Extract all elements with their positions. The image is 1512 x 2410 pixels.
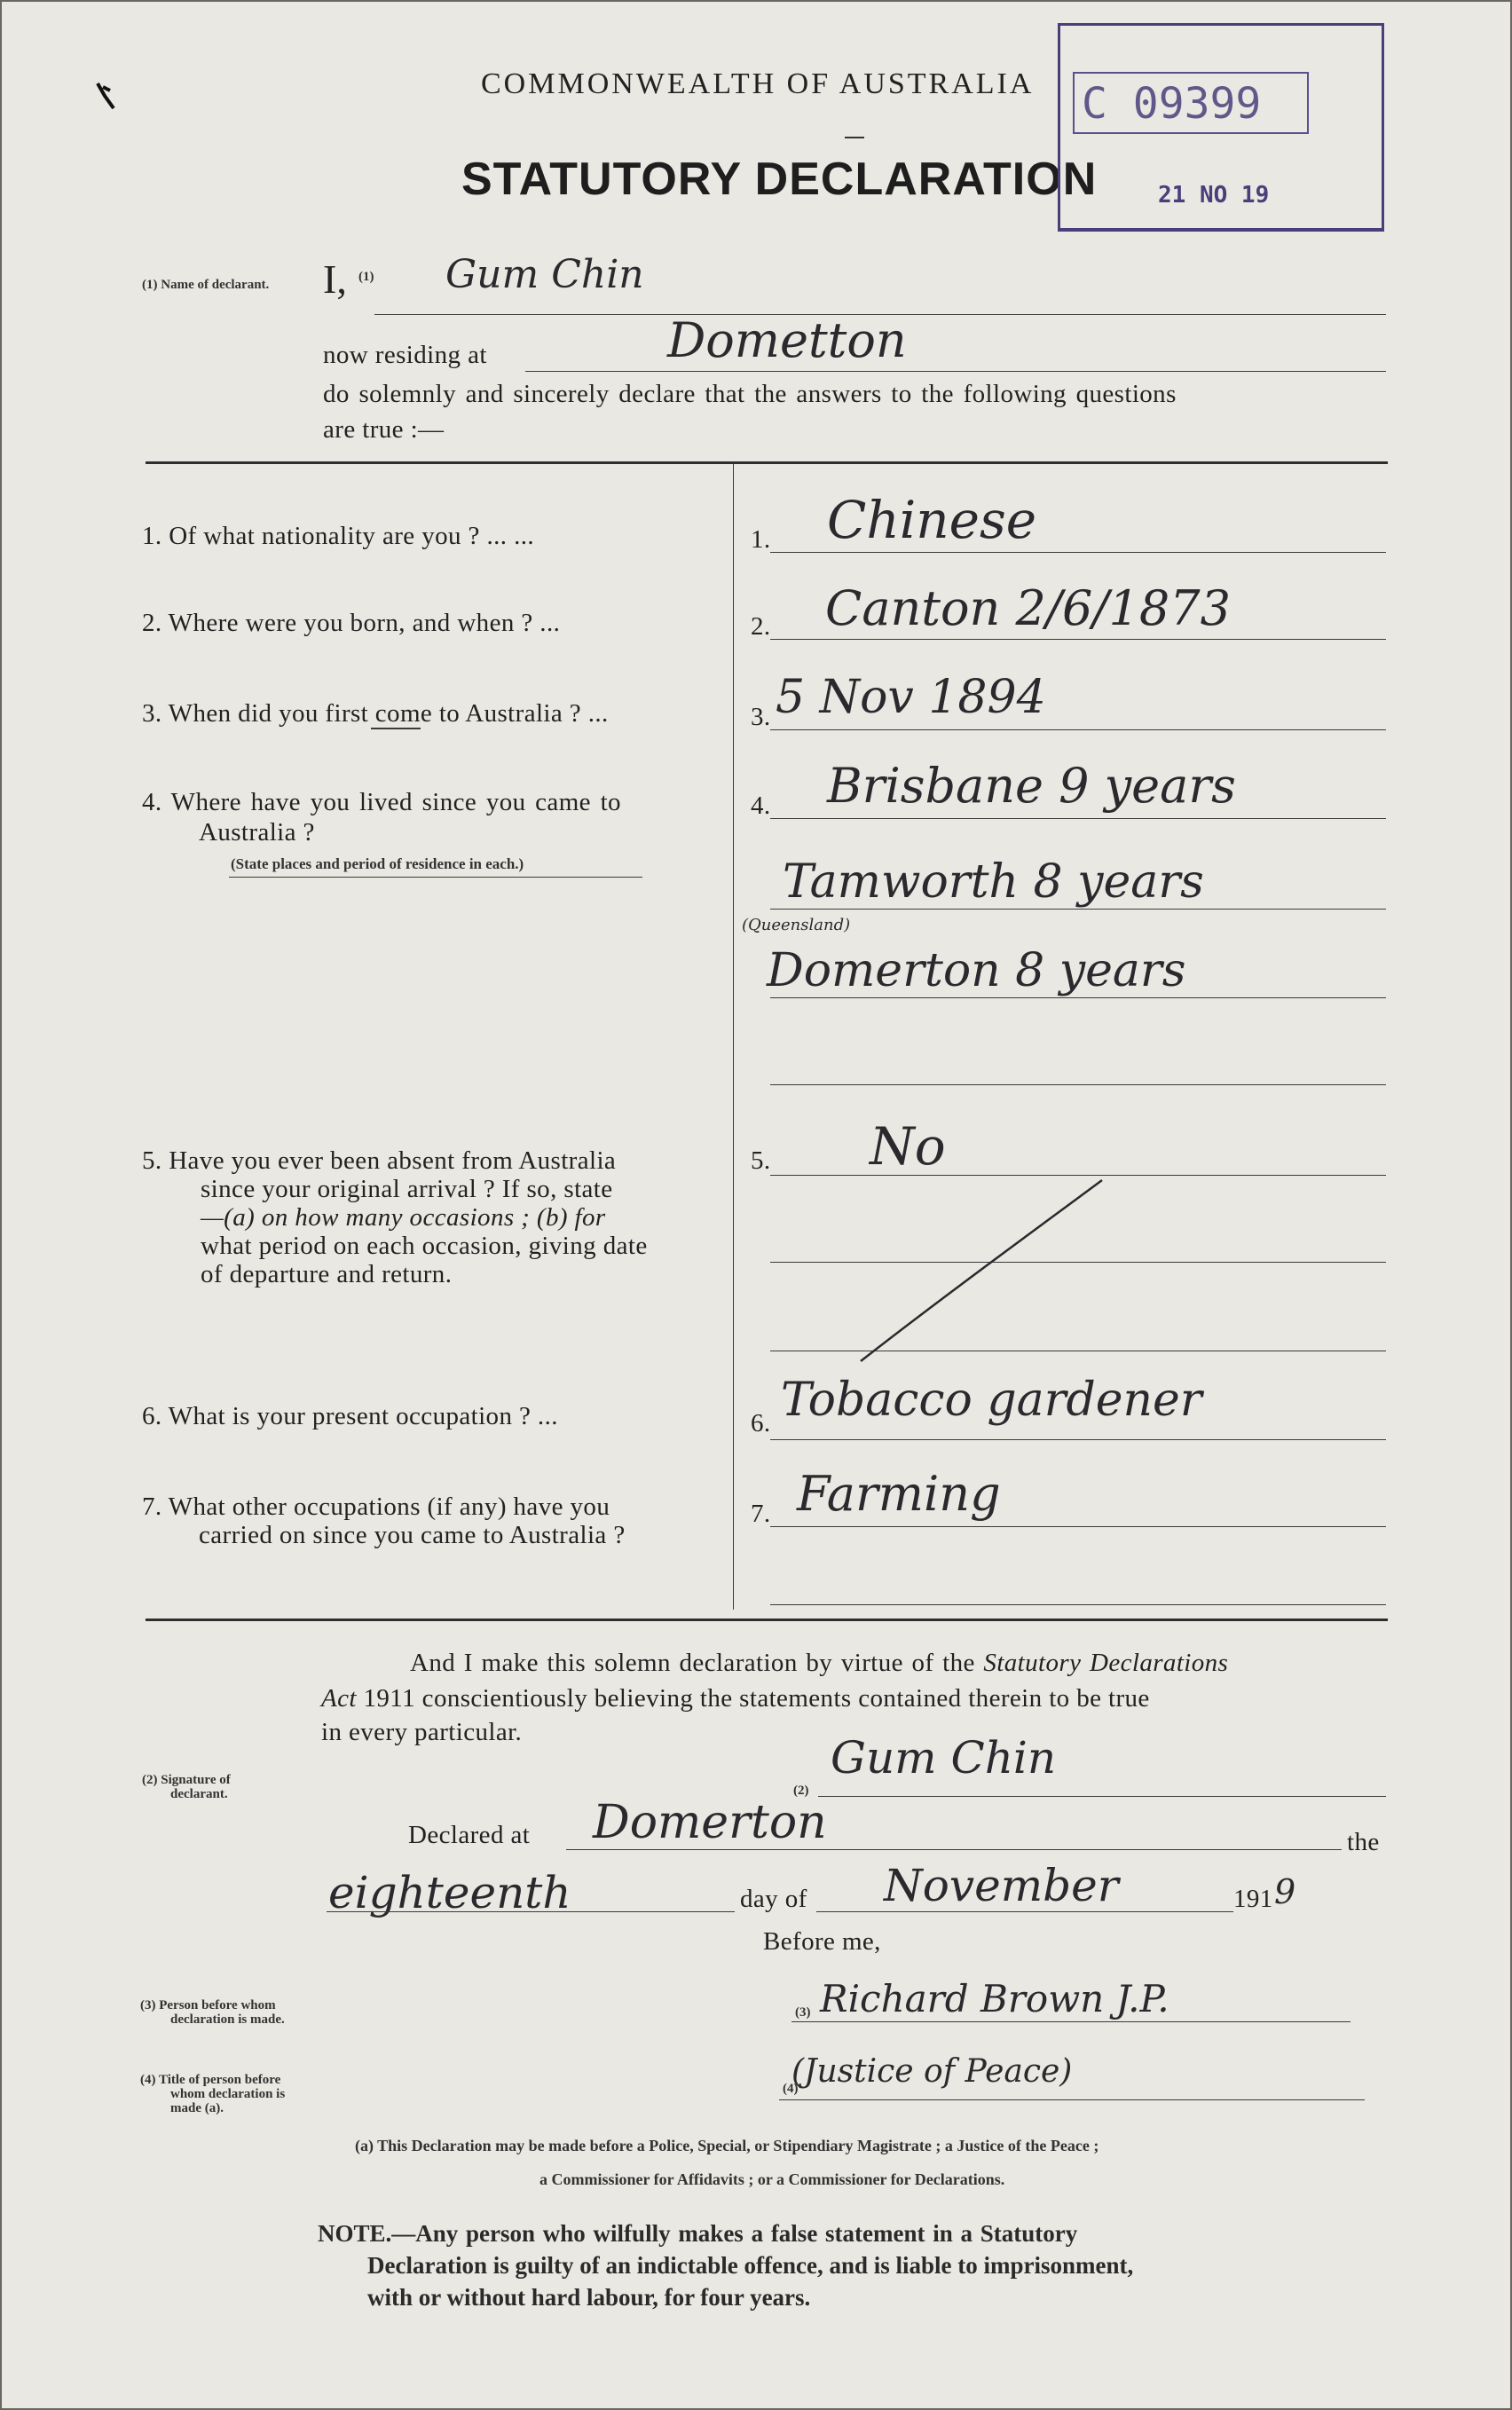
the-label: the — [1347, 1828, 1380, 1856]
answer-5-num: 5. — [751, 1146, 771, 1175]
received-stamp — [1058, 23, 1384, 232]
note-line-1: NOTE.—Any person who wilfully makes a false statement in a Statutory — [318, 2220, 1078, 2247]
answer-1-num: 1. — [751, 525, 771, 554]
answer-4-line-2: Tamworth 8 years — [783, 855, 1204, 909]
question-1: 1. Of what nationality are you ? ... ... — [142, 522, 535, 550]
title-dash — [845, 137, 864, 138]
answer-2-line — [770, 639, 1386, 640]
before-me: Before me, — [763, 1927, 881, 1956]
answer-2: Canton 2/6/1873 — [825, 580, 1231, 636]
answer-6-num: 6. — [751, 1409, 771, 1437]
act-name: Statutory Declarations — [983, 1649, 1229, 1677]
witness-line — [791, 2021, 1351, 2022]
question-4-note-underline — [229, 877, 642, 878]
margin-note-title-1: (4) Title of person before — [140, 2073, 281, 2087]
answer-6: Tobacco gardener — [781, 1374, 1202, 1427]
month-line — [816, 1911, 1233, 1912]
declared-place-line — [566, 1849, 1342, 1850]
declarant-prefix: I, — [323, 256, 347, 302]
question-5-line-4: what period on each occasion, giving date — [201, 1232, 648, 1260]
answer-4-line-rule-2 — [770, 909, 1386, 910]
declaration-line-2 — [321, 1684, 1150, 1713]
witness-title: (Justice of Peace) — [791, 2053, 1073, 2090]
title-marker: (4) — [783, 2082, 799, 2096]
commonwealth-heading: COMMONWEALTH OF AUSTRALIA — [481, 67, 1035, 100]
question-6: 6. What is your present occupation ? ... — [142, 1402, 558, 1430]
question-4-line-2: Australia ? — [199, 818, 315, 847]
residing-label: now residing at — [323, 341, 487, 369]
declared-place: Domerton — [593, 1796, 827, 1849]
declarant-name: Gum Chin — [445, 252, 644, 297]
declaration-line-3: in every particular. — [321, 1718, 523, 1746]
stamp-date: 21 NO 19 — [1158, 182, 1270, 209]
ink-mark — [91, 78, 121, 114]
answer-3-line — [770, 729, 1386, 730]
answer-5-strike-stroke — [861, 1180, 1102, 1361]
table-top-rule — [146, 461, 1388, 464]
stamp-number: C 09399 — [1082, 79, 1262, 129]
answer-4-note: (Queensland) — [742, 916, 851, 934]
answer-4-line-1: Brisbane 9 years — [827, 758, 1236, 814]
answer-2-num: 2. — [751, 612, 771, 641]
declared-at-label: Declared at — [408, 1821, 531, 1849]
footnote-line-1: (a) This Declaration may be made before a Police, Special, or Stipendiary Magistrate ; a Justice of the Peace ; — [355, 2137, 1099, 2154]
answer-7-num: 7. — [751, 1500, 771, 1528]
signature-marker: (2) — [793, 1784, 809, 1798]
page-title: STATUTORY DECLARATION — [461, 154, 1098, 205]
margin-note-signature-1: (2) Signature of — [142, 1773, 231, 1787]
question-5-line-1: 5. Have you ever been absent from Australia — [142, 1146, 617, 1175]
answer-6-line — [770, 1439, 1386, 1440]
answer-3: 5 Nov 1894 — [776, 671, 1046, 724]
answer-7-line-2 — [770, 1604, 1386, 1605]
year-prefix: 191 — [1233, 1885, 1273, 1913]
margin-note-name: (1) Name of declarant. — [142, 278, 270, 292]
footnote-line-2: a Commissioner for Affidavits ; or a Commissioner for Declarations. — [539, 2170, 1005, 2188]
question-5-line-3: —(a) on how many occasions ; (b) for — [201, 1203, 606, 1232]
answer-1: Chinese — [827, 490, 1037, 550]
declare-text-1: do solemnly and sincerely declare that the answers to the following questions — [323, 380, 1177, 408]
question-5-line-5: of departure and return. — [201, 1260, 453, 1288]
answer-4-line-rule-4 — [770, 1084, 1386, 1085]
witness-signature: Richard Brown J.P. — [820, 1977, 1169, 2020]
question-7-line-2: carried on since you came to Australia ? — [199, 1521, 626, 1549]
day-of-label: day of — [740, 1885, 807, 1913]
answer-5: No — [870, 1116, 946, 1177]
table-divider — [733, 463, 734, 1610]
note-line-2: Declaration is guilty of an indictable offence, and is liable to imprisonment, — [367, 2252, 1134, 2279]
ink-mark-stroke — [98, 83, 114, 108]
question-4-note: (State places and period of residence in each.) — [231, 855, 524, 872]
answer-4-line-rule-3 — [770, 997, 1386, 998]
margin-note-person-1: (3) Person before whom — [140, 1998, 276, 2012]
margin-note-signature-2: declarant. — [170, 1787, 228, 1801]
answer-1-line — [770, 552, 1386, 553]
year-suffix: 9 — [1274, 1872, 1296, 1911]
answer-5-strike — [818, 1164, 1111, 1368]
answer-3-num: 3. — [751, 703, 771, 731]
declared-month: November — [884, 1860, 1119, 1911]
question-5-line-2: since your original arrival ? If so, state — [201, 1175, 613, 1203]
declaration-line-2b: 1911 conscientiously believing the statements contained therein to be true — [363, 1684, 1150, 1713]
residence: Dometton — [667, 312, 907, 368]
signature-line — [818, 1796, 1386, 1797]
witness-title-line — [779, 2099, 1365, 2100]
question-3: 3. When did you first come to Australia ? ... — [142, 699, 609, 728]
declaration-line-1 — [410, 1649, 1228, 1678]
margin-note-title-2: whom declaration is — [170, 2087, 286, 2101]
answer-4-line-rule-1 — [770, 818, 1386, 819]
margin-note-title-3: made (a). — [170, 2101, 224, 2115]
question-4-line-1: 4. Where have you lived since you came to — [142, 788, 621, 816]
table-bottom-rule — [146, 1618, 1388, 1621]
declarant-signature: Gum Chin — [831, 1732, 1057, 1784]
declaration-line-1a: And I make this solemn declaration by virtue of the — [410, 1649, 975, 1677]
witness-marker: (3) — [795, 2005, 811, 2020]
margin-note-person-2: declaration is made. — [170, 2012, 285, 2027]
name-marker: (1) — [358, 270, 374, 284]
declared-day: eighteenth — [328, 1867, 571, 1918]
question-2: 2. Where were you born, and when ? ... — [142, 609, 561, 637]
answer-7-line-1 — [770, 1526, 1386, 1527]
residence-line — [525, 371, 1386, 372]
question-7-line-1: 7. What other occupations (if any) have you — [142, 1492, 610, 1521]
note-line-3: with or without hard labour, for four years. — [367, 2284, 811, 2311]
day-line — [327, 1911, 735, 1912]
answer-7: Farming — [797, 1466, 1001, 1522]
act-label: Act — [321, 1684, 357, 1713]
declare-text-2: are true :— — [323, 415, 445, 444]
answer-4-line-3: Domerton 8 years — [767, 944, 1186, 997]
answer-4-num: 4. — [751, 792, 771, 820]
